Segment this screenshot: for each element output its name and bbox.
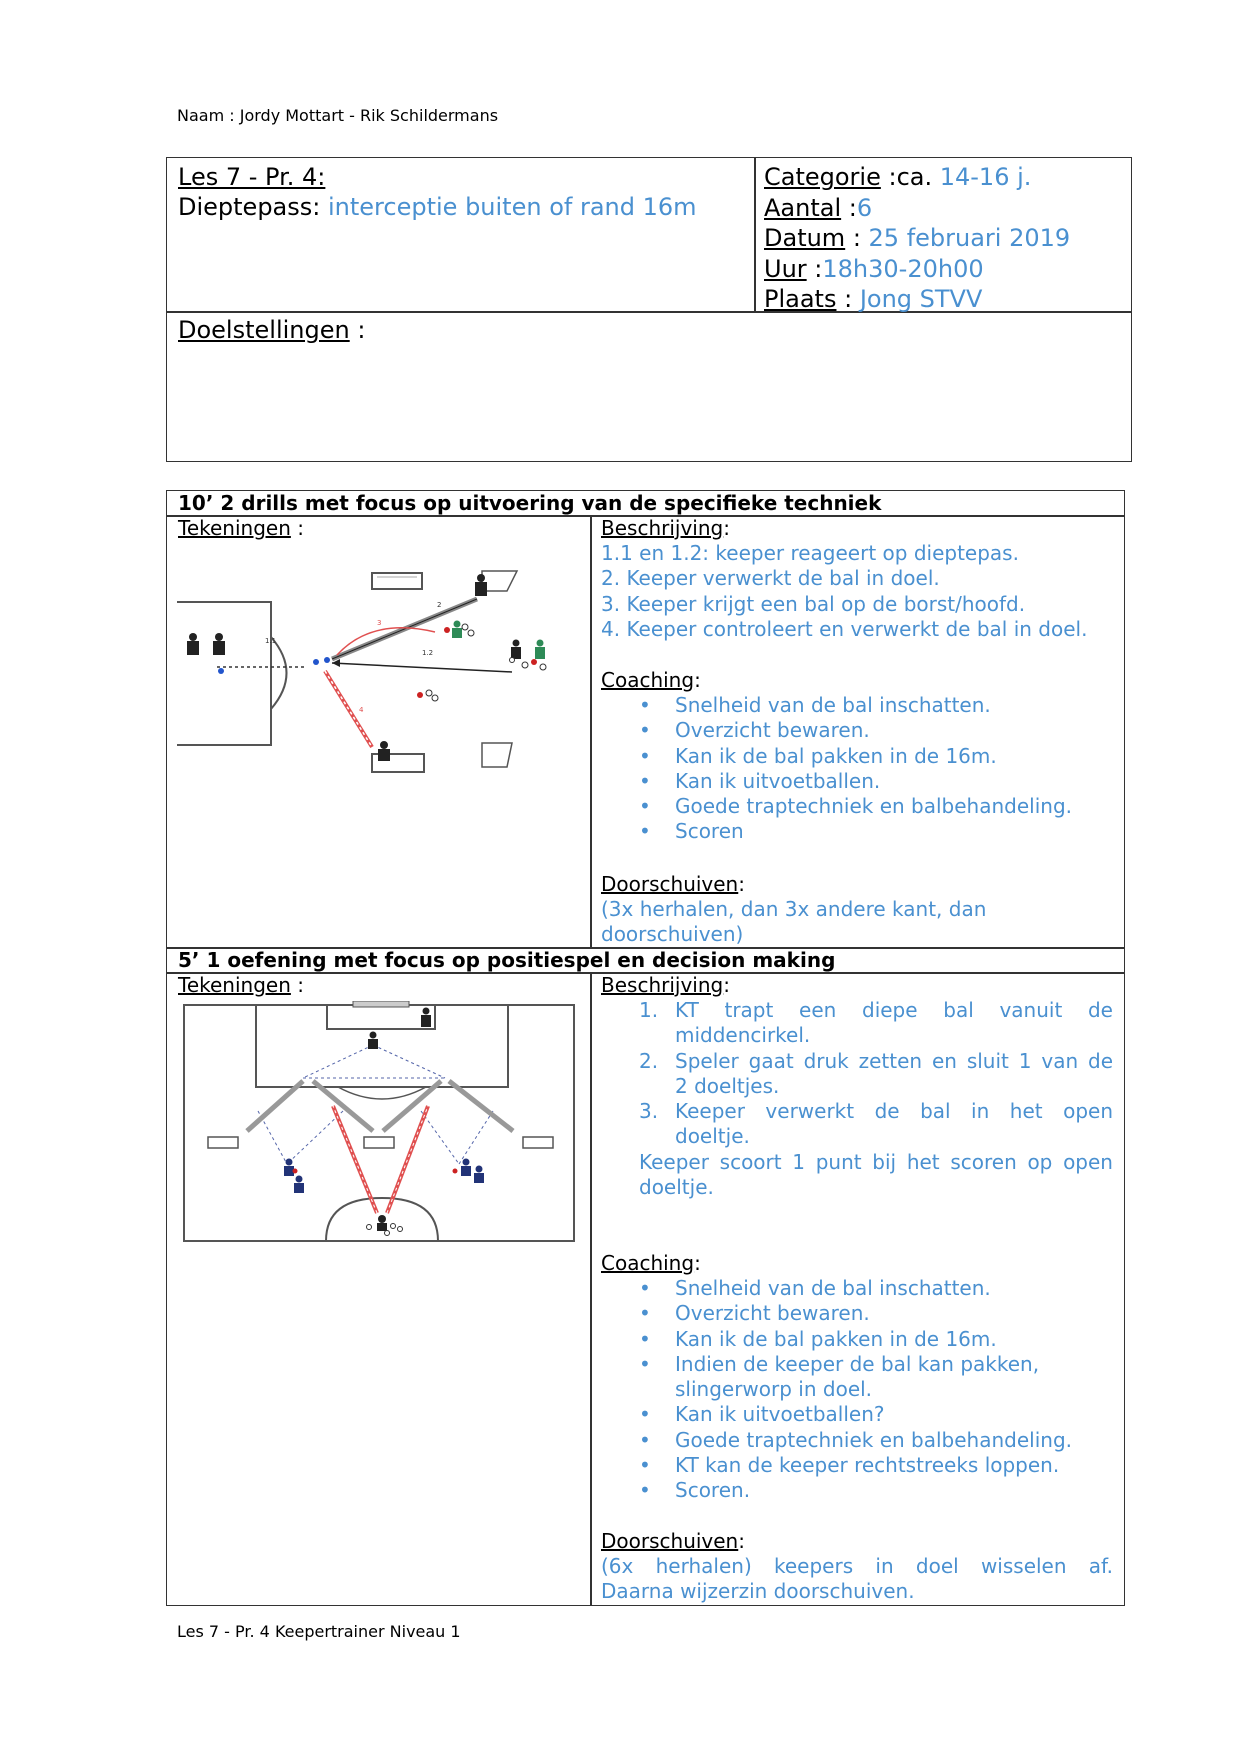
coaching-item: • Scoren. <box>601 1478 1072 1503</box>
section1-desc-line: 4. Keeper controleert en verwerkt de bal in doel. <box>601 616 1088 641</box>
step-line: middencirkel. <box>675 1023 811 1048</box>
topic-label: Dieptepass: <box>178 193 321 221</box>
section1-drawings-text: Tekeningen <box>178 516 291 540</box>
step-number: 2. <box>639 1048 659 1073</box>
coaching-item: • Overzicht bewaren. <box>601 1301 1072 1326</box>
label-1-1: 1.1 <box>265 637 277 645</box>
goals-sep: : <box>349 316 366 344</box>
datum-sep: : <box>845 224 869 252</box>
coaching-item: • Scoren <box>601 819 1072 844</box>
goals-label: Doelstellingen <box>178 316 350 344</box>
section2-rotate-line: (6x herhalen) keepers in doel wisselen af. <box>601 1554 1113 1578</box>
goal-bottom-right <box>482 743 512 767</box>
section2-rotate-label: Doorschuiven: <box>601 1529 745 1553</box>
section2-steps <box>601 998 1113 1150</box>
lesson-info <box>178 162 697 222</box>
goals-heading <box>178 316 365 344</box>
coaching-item: • Snelheid van de bal inschatten. <box>601 1276 1072 1301</box>
lesson-header-table <box>166 157 1132 462</box>
section1-desc-text: Beschrijving <box>601 516 724 540</box>
main-goal <box>353 1001 409 1007</box>
categorie-label: Categorie <box>764 163 881 191</box>
uur-label: Uur <box>764 254 807 283</box>
step-item <box>601 1049 1113 1100</box>
coaching-item <box>601 1352 1072 1403</box>
section1-rotate-text: Doorschuiven <box>601 872 739 896</box>
section2-desc-label: Beschrijving: <box>601 973 730 997</box>
mini-goal <box>208 1137 238 1148</box>
author-line: Naam : Jordy Mottart - Rik Schildermans <box>177 106 499 125</box>
uur-value: 18h30-20h00 <box>822 254 984 283</box>
section1-desc-line: 2. Keeper verwerkt de bal in doel. <box>601 566 940 591</box>
section1-title: 10’ 2 drills met focus op uitvoering van de specifieke techniek <box>178 491 882 515</box>
section1-drawings-label <box>178 516 304 540</box>
aantal-sep: : <box>841 193 857 222</box>
step-line: Speler gaat druk zetten en sluit 1 van de <box>675 1048 1113 1073</box>
section1-coaching-text: Coaching <box>601 668 695 692</box>
plaats-sep: : <box>836 285 860 313</box>
coaching-item: • Kan ik de bal pakken in de 16m. <box>601 1327 1072 1352</box>
mini-goal <box>364 1137 394 1148</box>
section1-drawings-sep: : <box>290 516 304 540</box>
section1-desc-label: Beschrijving: <box>601 516 730 540</box>
step-item <box>601 1099 1113 1150</box>
coaching-item: • Kan ik uitvoetballen? <box>601 1402 1072 1427</box>
section1-desc-line: 1.1 en 1.2: keeper reageert op dieptepas. <box>601 541 1019 565</box>
section2-desc-text: Beschrijving <box>601 973 724 997</box>
section1-desc-line: 3. Keeper krijgt een bal op de borst/hoofd. <box>601 591 1026 616</box>
section2-note-line: doeltje. <box>639 1175 714 1200</box>
section1-coaching-list <box>601 693 1072 845</box>
section1-rotate-label: Doorschuiven: <box>601 872 745 896</box>
step-line: doeltje. <box>675 1124 750 1149</box>
coaching-item: • KT kan de keeper rechtstreeks loppen. <box>601 1453 1072 1478</box>
step-item <box>601 998 1113 1049</box>
mini-goal <box>523 1137 553 1148</box>
section2-note <box>639 1150 1113 1201</box>
coaching-line: slingerworp in doel. <box>675 1377 873 1402</box>
goal-top-right <box>482 571 517 591</box>
section1-rotate-line: (3x herhalen, dan 3x andere kant, dan <box>601 897 987 921</box>
step-line: Keeper verwerkt de bal in het open <box>675 1099 1113 1124</box>
section2-note-line: Keeper scoort 1 punt bij het scoren op open <box>639 1150 1113 1174</box>
datum-label: Datum <box>764 224 846 252</box>
step-line: 2 doeltjes. <box>675 1073 780 1098</box>
coaching-item: • Overzicht bewaren. <box>601 718 1072 743</box>
label-2: 2 <box>437 601 442 609</box>
coaching-item: • Goede traptechniek en balbehandeling. <box>601 1428 1072 1453</box>
plaats-value: Jong STVV <box>859 285 983 313</box>
section2-rotate-body <box>601 1554 1113 1605</box>
section2-coaching-text: Coaching <box>601 1251 695 1275</box>
coaching-item: • Goede traptechniek en balbehandeling. <box>601 794 1072 819</box>
lesson-meta <box>764 162 1070 315</box>
step-line: KT trapt een diepe bal vanuit de <box>675 998 1113 1022</box>
plaats-label: Plaats <box>764 285 837 313</box>
coaching-line: • Indien de keeper de bal kan pakken, <box>675 1351 1040 1376</box>
section2-title: 5’ 1 oefening met focus op positiespel en decision making <box>178 948 836 972</box>
coaching-item: • Kan ik de bal pakken in de 16m. <box>601 744 1072 769</box>
section2-drawings-sep: : <box>290 973 304 997</box>
step-number: 3. <box>639 1099 659 1124</box>
lesson-title: Les 7 - Pr. 4: <box>178 163 326 191</box>
section2-rotate-text: Doorschuiven <box>601 1529 739 1553</box>
coaching-item: • Snelheid van de bal inschatten. <box>601 693 1072 718</box>
drills-table <box>166 490 1125 1606</box>
section2-coaching-label: Coaching: <box>601 1251 701 1275</box>
section1-desc-lines <box>601 541 1087 642</box>
coaching-item: • Kan ik uitvoetballen. <box>601 769 1072 794</box>
aantal-value: 6 <box>856 193 873 222</box>
section1-rotate-body <box>601 897 986 948</box>
section2-drawings-label <box>178 973 304 997</box>
label-1-2: 1.2 <box>422 649 434 657</box>
categorie-value: 14-16 j. <box>939 163 1032 191</box>
footer-line: Les 7 - Pr. 4 Keepertrainer Niveau 1 <box>177 1622 461 1641</box>
categorie-sep: :ca. <box>880 163 940 191</box>
uur-sep: : <box>806 254 823 283</box>
label-3: 3 <box>377 619 382 627</box>
drill2-diagram <box>183 1001 579 1246</box>
datum-value: 25 februari 2019 <box>868 224 1071 252</box>
label-4: 4 <box>359 706 364 714</box>
goal-top-left <box>372 573 422 589</box>
section2-coaching-list <box>601 1276 1072 1504</box>
drill1-diagram <box>177 547 577 787</box>
step-number: 1. <box>639 998 659 1022</box>
topic-value: interceptie buiten of rand 16m <box>328 193 697 221</box>
section1-rotate-line: doorschuiven) <box>601 922 744 947</box>
section1-coaching-label: Coaching: <box>601 668 701 692</box>
section2-rotate-line: Daarna wijzerzin doorschuiven. <box>601 1579 915 1604</box>
aantal-label: Aantal <box>764 193 842 222</box>
section2-drawings-text: Tekeningen <box>178 973 291 997</box>
